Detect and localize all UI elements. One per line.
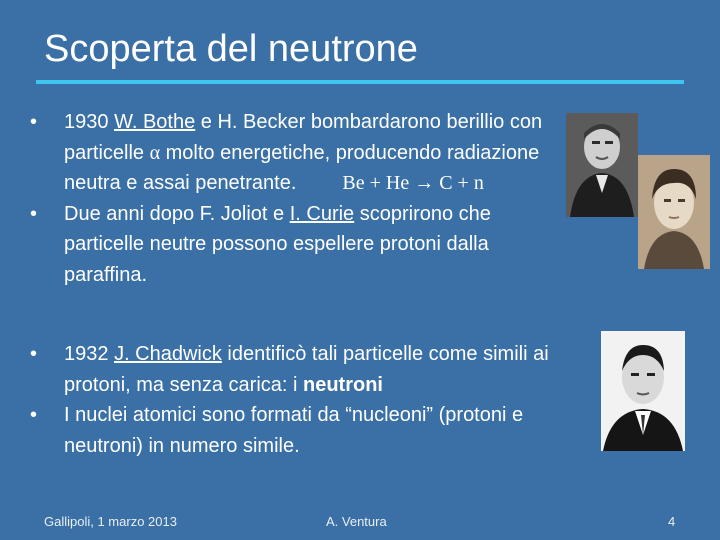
neutroni-bold: neutroni: [303, 373, 383, 396]
bullet-icon: •: [30, 404, 38, 426]
alpha-symbol: α: [149, 141, 161, 164]
bullet-item-nucleoni: [30, 400, 570, 461]
footer-author: A. Ventura: [326, 514, 387, 529]
bullet-text: molto energetiche, producendo radiazione neutra e assai penetrante.: [64, 141, 540, 194]
portrait-bothe: [566, 113, 638, 217]
bullet-text: identificò tali particelle come simili ai protoni, ma senza carica: i: [64, 343, 549, 396]
bothe-link[interactable]: W. Bothe: [114, 111, 196, 133]
portrait-chadwick: [601, 331, 685, 451]
bullet-item-curie: [30, 199, 570, 291]
bullet-year: 1932: [64, 343, 109, 365]
bullet-year: 1930: [64, 111, 109, 133]
bullet-list-top: [30, 107, 570, 290]
curie-link[interactable]: I. Curie: [289, 202, 355, 225]
portrait-curie: [638, 155, 710, 269]
bullet-text: Due anni dopo F. Joliot e: [64, 202, 290, 225]
bullet-text: scoprirono che particelle neutre possono espellere protoni dalla paraffina.: [64, 202, 491, 286]
footer-location-date: Gallipoli, 1 marzo 2013: [44, 514, 177, 529]
bullet-icon: •: [30, 202, 38, 225]
bullet-icon: •: [30, 343, 38, 365]
bullet-list-bottom: [30, 339, 570, 461]
bullet-text: I nuclei atomici sono formati da “nucleoni” (protoni e neutroni) in numero simile.: [64, 404, 524, 457]
bullet-text: e H. Becker bombardarono berillio con particelle: [64, 111, 543, 164]
slide-title: Scoperta del neutrone: [44, 28, 418, 70]
bullet-item-bothe: [30, 107, 570, 199]
reaction-formula: Be + He → C + n: [342, 172, 484, 194]
chadwick-link[interactable]: J. Chadwick: [114, 343, 222, 365]
footer-page-number: 4: [668, 514, 676, 529]
bullet-item-chadwick: [30, 339, 570, 400]
title-rule: [36, 80, 684, 84]
bullet-icon: •: [30, 111, 38, 133]
